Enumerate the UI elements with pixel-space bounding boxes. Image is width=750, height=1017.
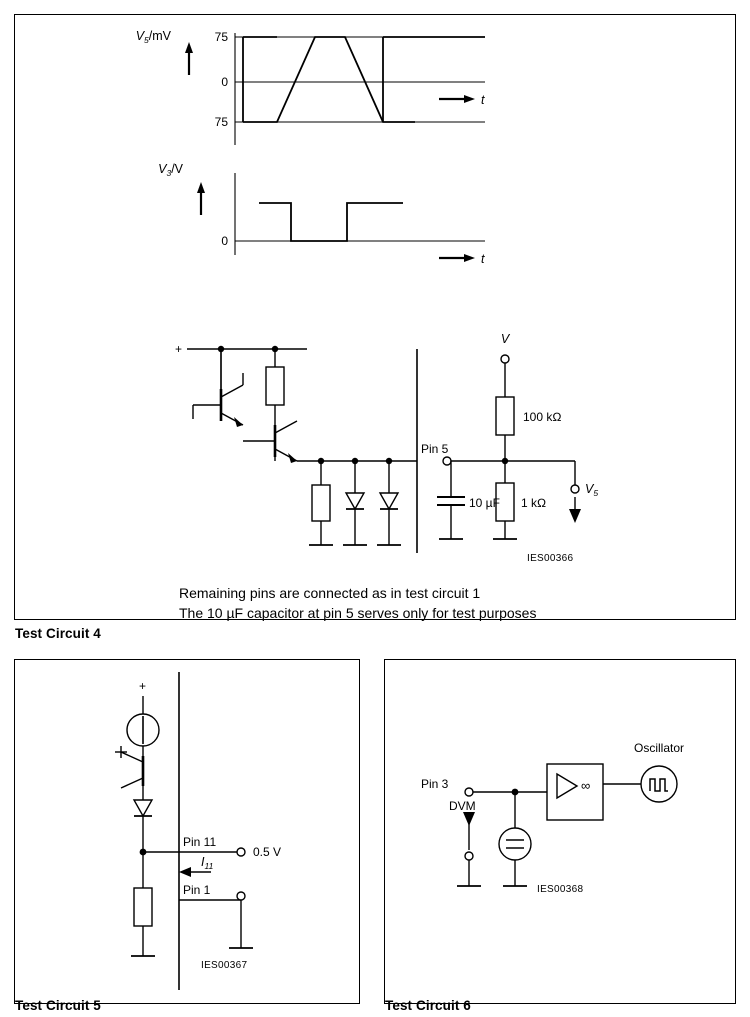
- caption-test-circuit-6: Test Circuit 6: [385, 998, 471, 1013]
- test-circuit-5-panel: [14, 659, 360, 1004]
- circuit4-resistor-100k: [496, 397, 514, 435]
- circuit4-pin5-label: Pin 5: [421, 442, 449, 456]
- circuit4-q2-emitter-arrow: [288, 453, 297, 463]
- circuit4-out-arrowhead: [569, 509, 581, 523]
- waveform-v3-y-label: $V_3/V$: [158, 162, 183, 178]
- circuit6-code-label: IES00368: [537, 884, 584, 895]
- circuit4-diode-2: [380, 493, 398, 509]
- circuit4-q2-collector: [275, 421, 297, 433]
- circuit6-dvm-label: DVM: [449, 799, 476, 813]
- circuit5-voltage-label: 0.5 V: [253, 845, 282, 859]
- circuit5-diode: [134, 800, 152, 816]
- circuit4-supply-label: +: [175, 342, 183, 356]
- circuit5-labels: [183, 835, 281, 971]
- circuit4-v-terminal: [501, 355, 509, 363]
- circuit6-probe-terminal: [465, 852, 473, 860]
- waveform-v3-trace: [259, 203, 403, 241]
- circuit4-r1k-label: 1 kΩ: [521, 496, 547, 510]
- circuit4-pin5-terminal: [443, 457, 451, 465]
- waveform-v5-tick-75-bottom: 75: [214, 115, 228, 129]
- circuit6-oscillator-symbol: [641, 766, 677, 802]
- circuit5-q-emitter: [121, 778, 143, 788]
- circuit6-dvm-meter: [499, 828, 531, 860]
- circuit4-cap-label: 10 µF: [469, 496, 500, 510]
- circuit4-q1-collector: [221, 385, 243, 397]
- waveform-v5-x-label: t: [481, 93, 485, 107]
- waveform-v5-t-arrowhead: [464, 95, 475, 103]
- test-circuit-6-drawing: [385, 660, 735, 1003]
- waveform-v5-axis-arrowhead: [185, 42, 193, 53]
- test-circuit-4-drawing: [15, 15, 735, 619]
- circuit5-pin11-terminal: [237, 848, 245, 856]
- circuit4-v5-terminal: [571, 485, 579, 493]
- waveform-v3-axis-arrowhead: [197, 182, 205, 193]
- waveform-v3-t-arrowhead: [464, 254, 475, 262]
- circuit6-probe-arrowhead: [463, 812, 475, 826]
- circuit4-schematic-labels: [421, 332, 598, 564]
- waveform-v3: [158, 162, 485, 266]
- waveform-v5: [136, 29, 485, 145]
- circuit6-pin3-label: Pin 3: [421, 777, 449, 791]
- circuit5-current-label: $I_{11}$: [201, 855, 214, 871]
- circuit4-resistor-shunt: [312, 485, 330, 521]
- circuit5-supply-label: +: [139, 679, 147, 693]
- waveform-v3-tick-0: 0: [221, 234, 228, 248]
- circuit4-note-2: The 10 µF capacitor at pin 5 serves only for test purposes: [179, 605, 537, 621]
- test-circuit-4-panel: [14, 14, 736, 620]
- waveform-v5-trace: [243, 37, 415, 122]
- circuit4-diode-1: [346, 493, 364, 509]
- caption-test-circuit-4: Test Circuit 4: [15, 626, 101, 641]
- circuit4-schematic: [175, 342, 581, 553]
- circuit6-infinity-symbol: ∞: [581, 778, 591, 793]
- circuit5-pin1-label: Pin 1: [183, 883, 211, 897]
- circuit5-q-collector: [121, 752, 143, 762]
- circuit5-current-arrowhead: [179, 867, 191, 877]
- circuit4-resistor-collector: [266, 367, 284, 405]
- circuit5-code-label: IES00367: [201, 960, 248, 971]
- circuit4-code-label: IES00366: [527, 553, 574, 564]
- caption-test-circuit-5: Test Circuit 5: [15, 998, 101, 1013]
- circuit4-v-label: V: [500, 332, 510, 346]
- circuit4-q1-emitter-arrow: [234, 417, 243, 427]
- circuit5-pin11-label: Pin 11: [183, 835, 217, 849]
- circuit6-amplifier-box: [547, 764, 603, 820]
- test-circuit-5-drawing: [15, 660, 359, 1003]
- circuit6-pin3-terminal: [465, 788, 473, 796]
- circuit6-oscillator-label: Oscillator: [633, 741, 685, 755]
- circuit4-r100k-label: 100 kΩ: [523, 410, 562, 424]
- circuit5-pin1-terminal: [237, 892, 245, 900]
- circuit5-resistor: [134, 888, 152, 926]
- waveform-v5-tick-75-top: 75: [214, 30, 228, 44]
- circuit4-v5-label: $V_5$: [585, 482, 599, 498]
- waveform-v5-tick-0: 0: [221, 75, 228, 89]
- circuit4-note-1: Remaining pins are connected as in test circuit 1: [179, 585, 481, 601]
- waveform-v5-y-label: $V_5/mV$: [135, 29, 171, 45]
- test-circuit-6-panel: [384, 659, 736, 1004]
- waveform-v3-x-label: t: [481, 252, 485, 266]
